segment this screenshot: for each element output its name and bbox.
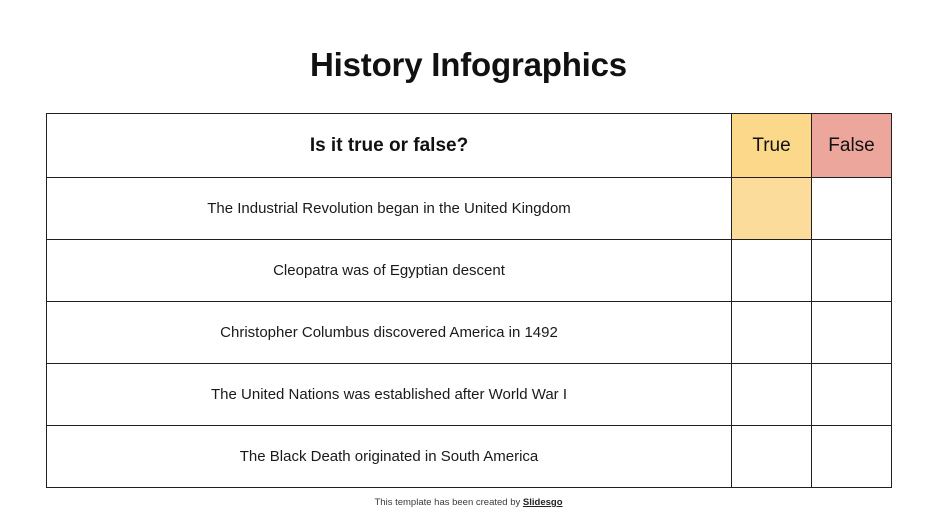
table-row (47, 364, 892, 426)
column-header-true: True (732, 114, 812, 178)
question-text: Cleopatra was of Egyptian descent (47, 240, 732, 302)
answer-cell-true[interactable] (732, 364, 812, 426)
answer-cell-true[interactable] (732, 240, 812, 302)
answer-cell-false[interactable] (812, 302, 892, 364)
table-header-row (47, 114, 892, 178)
answer-cell-false[interactable] (812, 240, 892, 302)
answer-cell-false[interactable] (812, 364, 892, 426)
answer-cell-true[interactable] (732, 302, 812, 364)
question-text: The United Nations was established after World War I (47, 364, 732, 426)
question-text: Christopher Columbus discovered America in 1492 (47, 302, 732, 364)
answer-cell-true[interactable] (732, 426, 812, 488)
slidesgo-link[interactable]: Slidesgo (522, 497, 563, 508)
footer-credit-text: This template has been created by (374, 497, 523, 508)
page-title: History Infographics (310, 46, 627, 83)
quiz-table (46, 113, 892, 488)
answer-cell-true[interactable] (732, 178, 812, 240)
table-row (47, 178, 892, 240)
table-row (47, 240, 892, 302)
answer-cell-false[interactable] (812, 178, 892, 240)
answer-cell-false[interactable] (812, 426, 892, 488)
quiz-table-container (46, 113, 891, 488)
table-row (47, 426, 892, 488)
question-text: The Industrial Revolution began in the United Kingdom (47, 178, 732, 240)
table-row (47, 302, 892, 364)
footer-credit (0, 497, 937, 508)
column-header-question: Is it true or false? (47, 114, 732, 178)
question-text: The Black Death originated in South America (47, 426, 732, 488)
column-header-false: False (812, 114, 892, 178)
